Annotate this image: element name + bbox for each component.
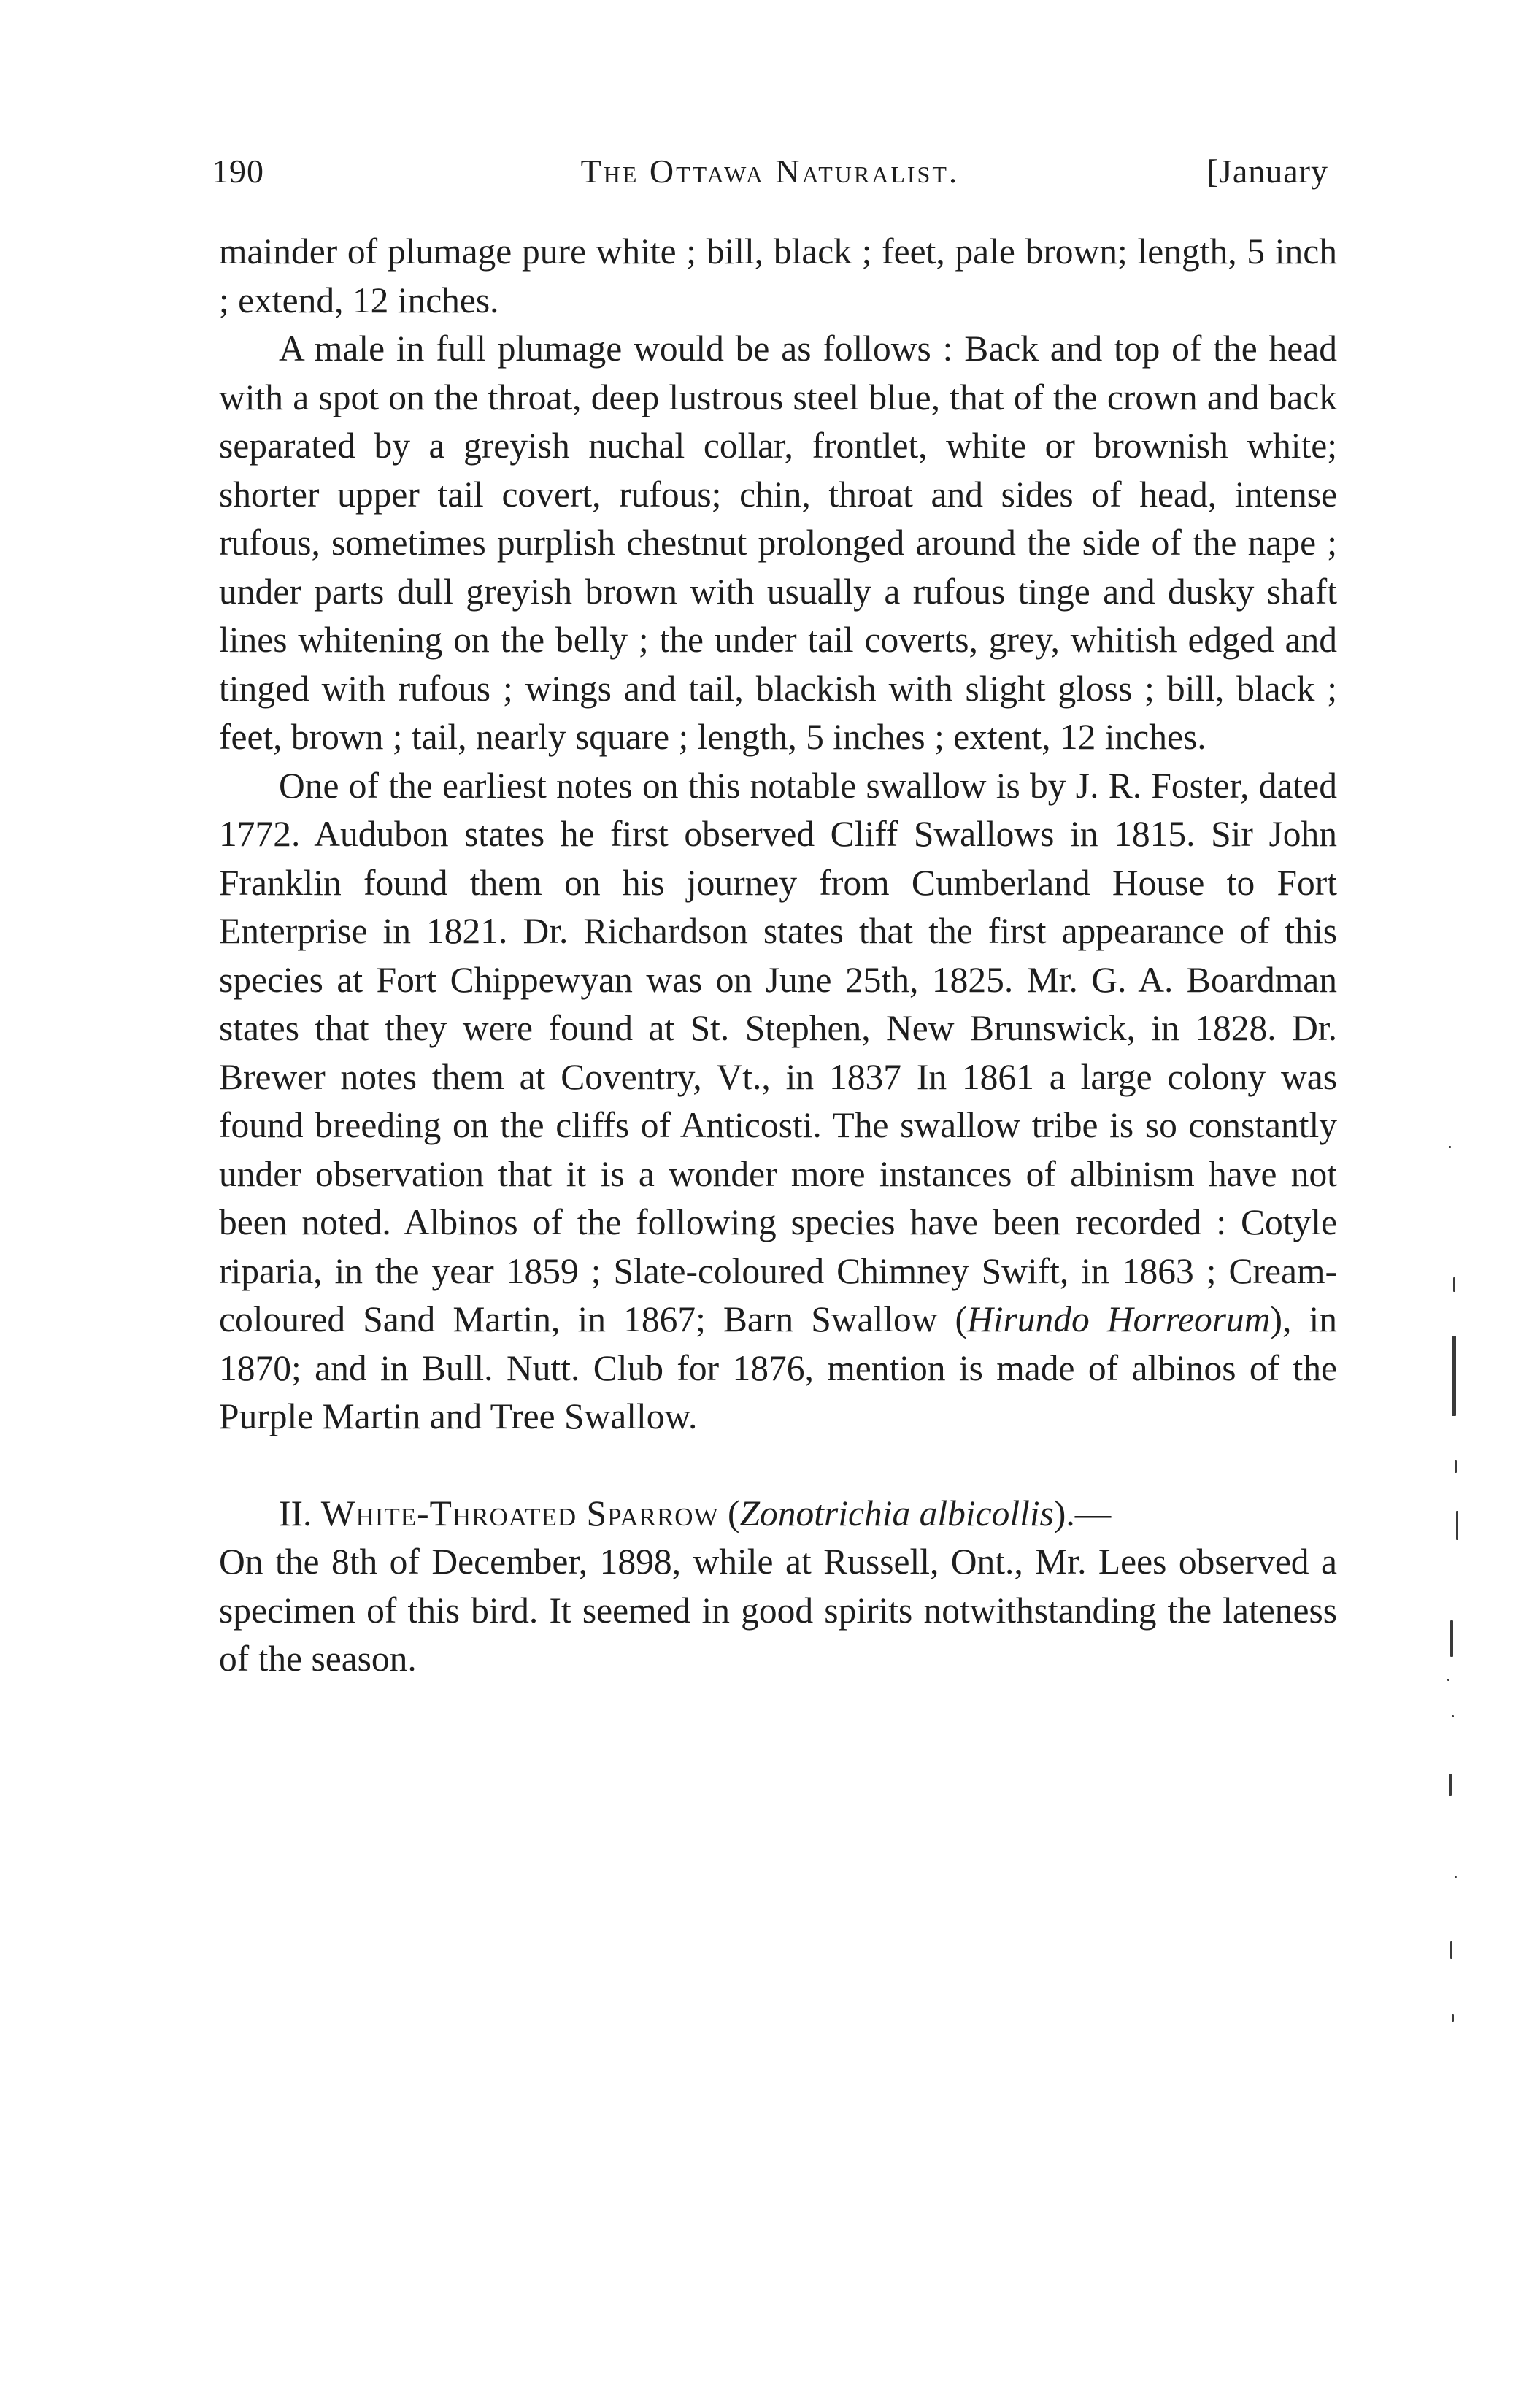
issue-month: [January	[1206, 153, 1328, 190]
scan-speck	[1450, 1620, 1453, 1657]
scan-speck	[1449, 1774, 1452, 1796]
scan-speck	[1452, 2014, 1454, 2022]
paragraph-text: One of the earliest notes on this notable swallow is by J. R. Foster, dated 1772. Audubon states he first observed Cliff Swallows in 1815. Sir John Franklin found them on his journey from Cumberland House to Fort Enterprise in 1821. Dr. Richardson states that the first appearance of this species at Fort Chippewyan was on June 25th, 1825. Mr. G. A. Boardman states that they were found at St. Stephen, New Brunswick, in 1828. Dr. Brewer notes them at Coventry, Vt., in 1837 In 1861 a large colony was found breeding on the cliffs of Anticosti. The swallow tribe is so constantly under observation that it is a wonder more instances of albinism have not been noted. Albinos of the following species have been recorded : Cotyle riparia, in the year 1859 ; Slate-coloured Chimney Swift, in 1863 ; Cream-coloured Sand Martin, in 1867; Barn Swallow (	[219, 765, 1337, 1339]
paragraph-plumage-continued	[219, 228, 1337, 325]
journal-title: The Ottawa Naturalist.	[580, 153, 960, 190]
scientific-name: Hirundo Horreorum	[967, 1299, 1271, 1339]
body-text	[219, 228, 1337, 1684]
scan-speck	[1453, 1277, 1455, 1292]
section-white-throated-sparrow	[219, 1490, 1337, 1684]
scan-speck	[1455, 1876, 1457, 1878]
running-head	[212, 152, 1328, 203]
paragraph-male-plumage	[219, 325, 1337, 762]
scan-speck	[1450, 1941, 1452, 1959]
heading-paren-open: (	[718, 1493, 740, 1533]
page-number: 190	[212, 153, 264, 190]
paragraph-text: A male in full plumage would be as follows : Back and top of the head with a spot on the throat, deep lustrous steel blue, that of the crown and back separated by a greyish nuchal collar, frontlet, white or brownish white; shorter upper tail covert, rufous; chin, throat and sides of head, intense rufous, sometimes purplish chestnut prolonged around the side of the nape ; under parts dull greyish brown with usually a rufous tinge and dusky shaft lines whitening on the belly ; the under tail coverts, grey, whitish edged and tinged with rufous ; wings and tail, blackish with slight gloss ; bill, black ; feet, brown ; tail, nearly square ; length, 5 inches ; extent, 12 inches.	[219, 328, 1337, 757]
scientific-name: Zonotrichia albicollis	[739, 1493, 1054, 1533]
heading-paren-close: ).—	[1053, 1493, 1112, 1533]
scan-speck	[1455, 1460, 1457, 1473]
section-heading: White-Throated Sparrow	[320, 1493, 719, 1533]
paragraph-text: On the 8th of December, 1898, while at Russell, Ont., Mr. Lees observed a specimen of this bird. It seemed in good spirits notwithstanding the lateness of the season.	[219, 1542, 1337, 1679]
scan-speck	[1449, 1146, 1451, 1148]
scan-speck	[1456, 1511, 1458, 1540]
paragraph-text: ), in 1870; and in Bull. Nutt. Club for 1876, mention is made of albinos of the Purple Martin and Tree Swallow.	[219, 1299, 1337, 1436]
paragraph-text: mainder of plumage pure white ; bill, black ; feet, pale brown; length, 5 inch ; extend, 12 inches.	[219, 231, 1337, 320]
section-number: II.	[279, 1493, 312, 1533]
scan-speck	[1452, 1715, 1454, 1717]
scan-speck	[1447, 1679, 1449, 1681]
scan-speck	[1452, 1336, 1456, 1416]
paragraph-history-notes	[219, 762, 1337, 1442]
margin-scan-specks	[1441, 1117, 1485, 2029]
